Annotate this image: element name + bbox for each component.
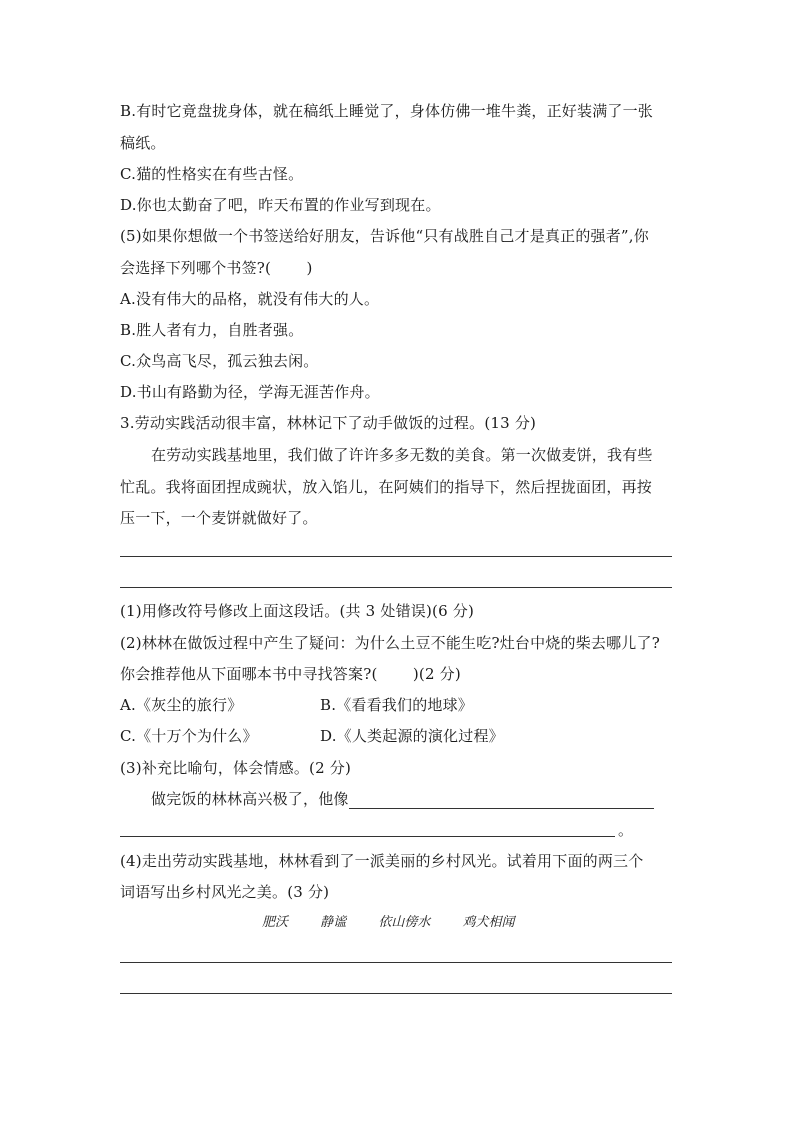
sub-question-2-line-1: (2)林林在做饭过程中产生了疑问：为什么土豆不能生吃?灶台中烧的柴去哪儿了? (120, 634, 660, 652)
option-d: D.你也太勤奋了吧，昨天布置的作业写到现在。 (120, 196, 441, 214)
answer-line[interactable] (120, 993, 672, 994)
simile-blank-continued[interactable] (120, 836, 615, 837)
answer-line[interactable] (120, 556, 672, 557)
question-3-title: 3.劳动实践活动很丰富，林林记下了动手做饭的过程。(13 分) (120, 414, 537, 432)
word-2: 静谧 (320, 915, 347, 930)
question-2-5-stem-line-1: (5)如果你想做一个书签送给好朋友，告诉他“只有战胜自己才是真正的强者”,你 (120, 227, 649, 245)
book-option-d: D.《人类起源的演化过程》 (320, 727, 504, 745)
question-2-5-stem-line-2: 会选择下列哪个书签?( ) (120, 259, 313, 277)
option-d: D.书山有路勤为径，学海无涯苦作舟。 (120, 383, 380, 401)
book-option-a: A.《灰尘的旅行》 (120, 696, 243, 714)
book-option-c: C.《十万个为什么》 (120, 727, 258, 745)
passage-line-3: 压一下，一个麦饼就做好了。 (120, 509, 318, 527)
answer-line[interactable] (120, 587, 672, 588)
sub-question-2-line-2: 你会推荐他从下面哪本书中寻找答案?( )(2 分) (120, 665, 461, 683)
book-option-row-2 (120, 726, 504, 746)
word-1: 肥沃 (262, 915, 289, 930)
book-option-b: B.《看看我们的地球》 (320, 696, 473, 714)
option-b: B.胜人者有力，自胜者强。 (120, 321, 304, 339)
word-3: 依山傍水 (378, 915, 431, 930)
sub-question-4-line-1: (4)走出劳动实践基地，林林看到了一派美丽的乡村风光。试着用下面的两三个 (120, 852, 644, 870)
option-c: C.众鸟高飞尽，孤云独去闲。 (120, 352, 319, 370)
simile-blank[interactable] (349, 793, 654, 809)
answer-line[interactable] (120, 962, 672, 963)
passage-line-2: 忙乱。我将面团捏成豌状，放入馅儿，在阿姨们的指导下，然后捏拢面团，再按 (120, 478, 653, 496)
simile-prompt-row (151, 789, 654, 809)
word-4: 鸡犬相闻 (462, 915, 515, 930)
sub-question-1: (1)用修改符号修改上面这段话。(共 3 处错误)(6 分) (120, 602, 475, 620)
option-b-line-2: 稿纸。 (120, 134, 166, 152)
option-b-line-1: B.有时它竟盘拢身体，就在稿纸上睡觉了，身体仿佛一堆牛粪，正好装满了一张 (120, 102, 653, 120)
sub-question-4-line-2: 词语写出乡村风光之美。(3 分) (120, 883, 330, 901)
option-a: A.没有伟大的品格，就没有伟大的人。 (120, 290, 380, 308)
option-c: C.猫的性格实在有些古怪。 (120, 165, 304, 183)
simile-end-mark: 。 (618, 821, 634, 839)
sub-question-3: (3)补充比喻句，体会情感。(2 分) (120, 759, 352, 777)
word-bank (262, 913, 542, 933)
passage-line-1: 在劳动实践基地里，我们做了许许多多无数的美食。第一次做麦饼，我有些 (151, 446, 653, 464)
book-option-row-1 (120, 695, 473, 715)
simile-prompt: 做完饭的林林高兴极了，他像 (151, 790, 349, 808)
